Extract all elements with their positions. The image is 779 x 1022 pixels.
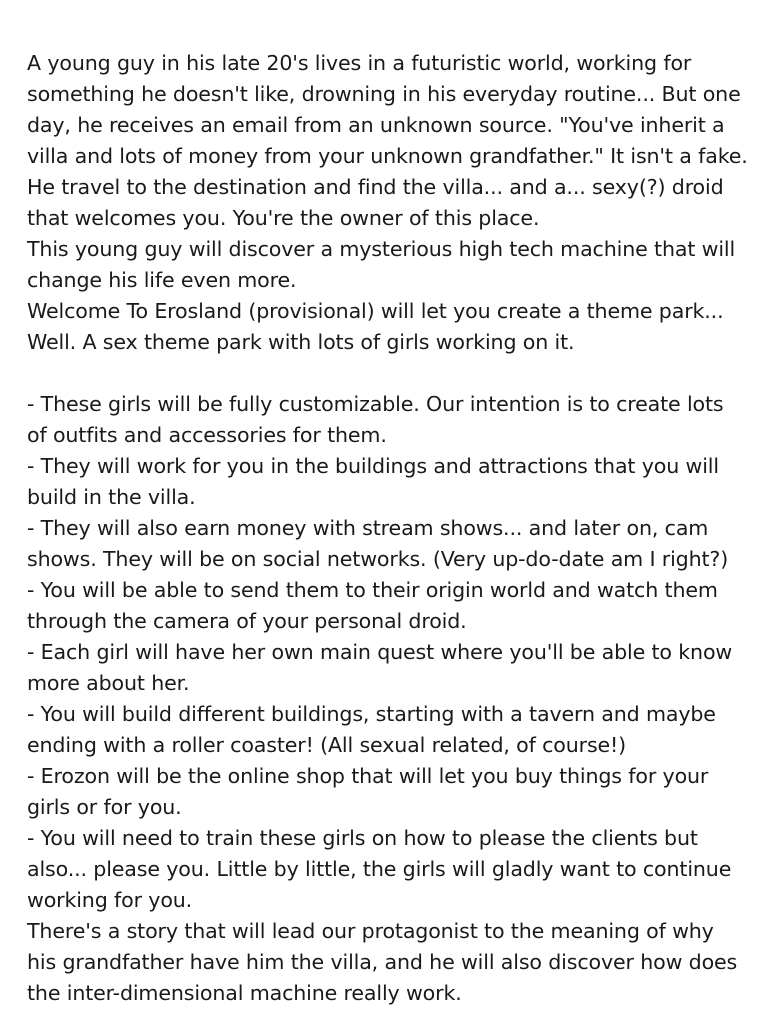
text-line: - They will also earn money with stream shows... and later on, cam — [27, 516, 709, 540]
text-line: the inter-dimensional machine really work. — [27, 981, 462, 1005]
text-line: This young guy will discover a mysterious high tech machine that will — [27, 237, 736, 261]
text-line: also... please you. Little by little, the girls will gladly want to continue — [27, 857, 732, 881]
text-line: build in the villa. — [27, 485, 196, 509]
text-line: - You will be able to send them to their origin world and watch them — [27, 578, 718, 602]
text-line: shows. They will be on social networks. (Very up-do-date am I right?) — [27, 547, 729, 571]
text-line: - You will build different buildings, starting with a tavern and maybe — [27, 702, 716, 726]
text-line: something he doesn't like, drowning in his everyday routine... But one — [27, 82, 741, 106]
text-line: that welcomes you. You're the owner of this place. — [27, 206, 540, 230]
text-line: There's a story that will lead our protagonist to the meaning of why — [27, 919, 714, 943]
text-line: - Each girl will have her own main quest where you'll be able to know — [27, 640, 733, 664]
intro-paragraph — [27, 48, 779, 358]
text-line: - These girls will be fully customizable. Our intention is to create lots — [27, 392, 724, 416]
text-line: He travel to the destination and find the villa... and a... sexy(?) droid — [27, 175, 724, 199]
text-line: girls or for you. — [27, 795, 182, 819]
text-line: villa and lots of money from your unknown grandfather." It isn't a fake. — [27, 144, 748, 168]
text-line: working for you. — [27, 888, 193, 912]
text-line: Welcome To Erosland (provisional) will let you create a theme park... — [27, 299, 724, 323]
text-line: change his life even more. — [27, 268, 297, 292]
text-line: - They will work for you in the buildings and attractions that you will — [27, 454, 719, 478]
text-line: his grandfather have him the villa, and he will also discover how does — [27, 950, 738, 974]
text-line: ending with a roller coaster! (All sexual related, of course!) — [27, 733, 627, 757]
text-line: A young guy in his late 20's lives in a futuristic world, working for — [27, 51, 692, 75]
text-line: more about her. — [27, 671, 190, 695]
text-line: day, he receives an email from an unknown source. "You've inherit a — [27, 113, 725, 137]
text-line: - You will need to train these girls on how to please the clients but — [27, 826, 698, 850]
text-line: - Erozon will be the online shop that will let you buy things for your — [27, 764, 709, 788]
text-line: through the camera of your personal droid. — [27, 609, 467, 633]
text-line: Well. A sex theme park with lots of girls working on it. — [27, 330, 575, 354]
text-line: of outfits and accessories for them. — [27, 423, 387, 447]
feature-list — [27, 389, 779, 1009]
paragraph-spacer — [27, 358, 779, 389]
